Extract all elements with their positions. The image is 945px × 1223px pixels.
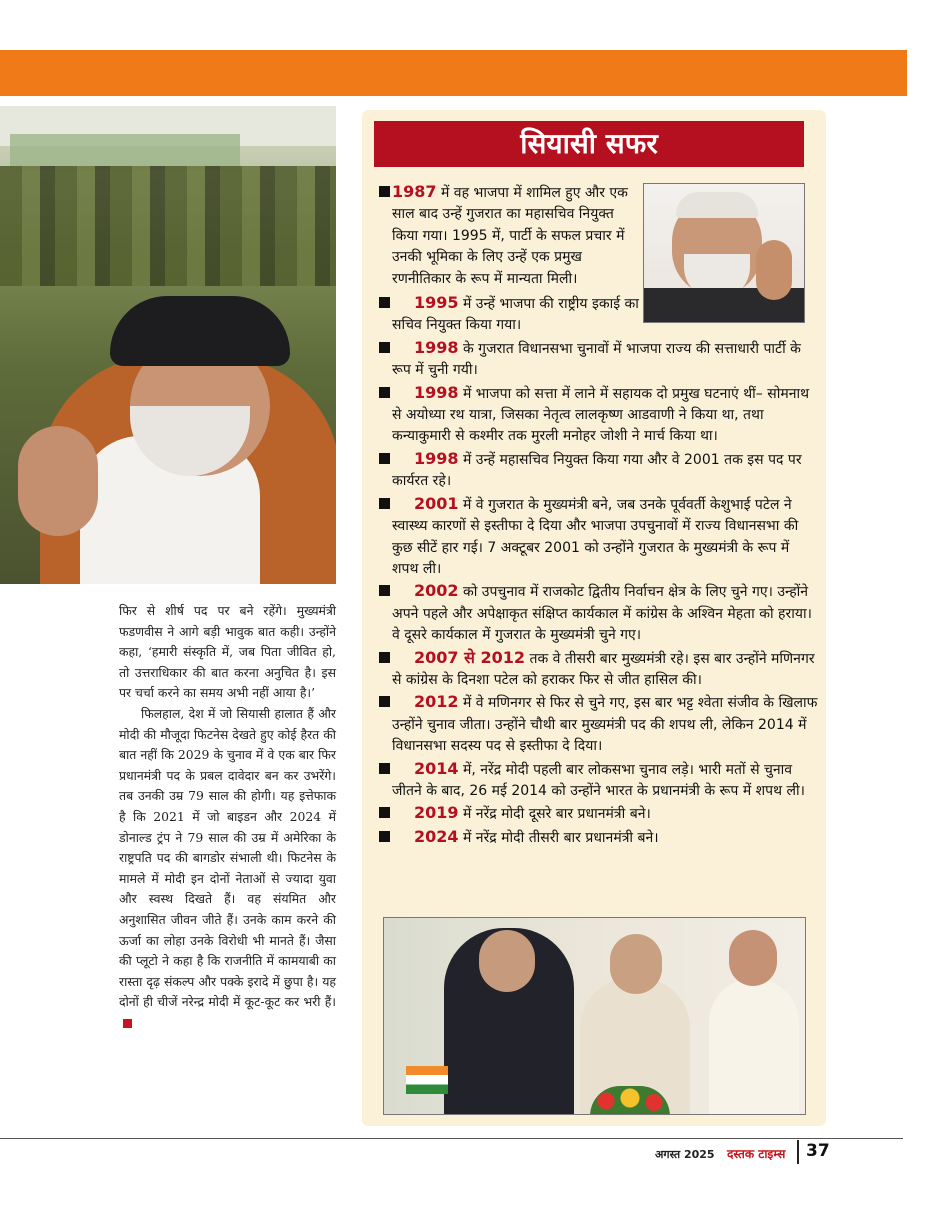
bullet-icon <box>379 585 390 596</box>
footer-divider <box>0 1138 903 1139</box>
bullet-icon <box>379 453 390 464</box>
bullet-icon <box>379 498 390 509</box>
timeline-entry: 2019 में नरेंद्र मोदी दूसरे बार प्रधानमंत्री बने। <box>379 802 819 825</box>
article-para-1: फिर से शीर्ष पद पर बने रहेंगे। मुख्यमंत्री फडणवीस ने आगे बड़ी भावुक बात कही। उन्होंने कहा, ‘हमारी संस्कृति में, जब पिता जीवित हो, तो उत्तराधिकार की बात करना अनुचित है। इस पर चर्चा करने का समय अभी नहीं आया है।’ <box>119 603 336 701</box>
timeline-entry: 2014 में, नरेंद्र मोदी पहली बार लोकसभा चुनाव लड़े। भारी मतों से चुनाव जीतने के बाद, 26 मई 2014 को उन्होंने भारत के प्रधानमंत्री के रूप में शपथ ली। <box>379 758 819 803</box>
footer-brand-logo: दस्तक टाइम्स <box>727 1147 786 1161</box>
bullet-icon <box>379 696 390 707</box>
timeline-entry: 2001 में वे गुजरात के मुख्यमंत्री बने, जब उनके पूर्ववर्ती केशुभाई पटेल ने स्वास्थ्य कारणों से इस्तीफा दे दिया और भाजपा उपचुनावों में राज्य विधानसभा की कुछ सीटें हार गई। 7 अक्टूबर 2001 को उन्होंने गुजरात के मुख्यमंत्री के रूप में शपथ ली। <box>379 493 819 581</box>
timeline-box <box>362 110 826 1126</box>
oath-ceremony-photo <box>383 917 806 1115</box>
footer-separator <box>797 1140 799 1164</box>
timeline-entry: 1998 में उन्हें महासचिव नियुक्त किया गया और वे 2001 तक इस पद पर कार्यरत रहे। <box>379 448 819 493</box>
bullet-icon <box>379 297 390 308</box>
bullet-icon <box>379 342 390 353</box>
timeline-entry: 1998 में भाजपा को सत्ता में लाने में सहायक दो प्रमुख घटनाएं थीं– सोमनाथ से अयोध्या रथ यात्रा, जिसका नेतृत्व लालकृष्ण आडवाणी ने किया था, तथा कन्याकुमारी से कश्मीर तक मुरली मनोहर जोशी ने मार्च किया था। <box>379 382 819 448</box>
article-column <box>119 601 336 1033</box>
timeline-entry: 1998 के गुजरात विधानसभा चुनावों में भाजपा राज्य की सत्ताधारी पार्टी के रूप में चुनी गयी। <box>379 337 819 382</box>
bullet-icon <box>379 807 390 818</box>
timeline-list <box>379 181 819 849</box>
end-mark-icon <box>123 1019 132 1028</box>
timeline-entry: 2007 से 2012 तक वे तीसरी बार मुख्यमंत्री रहे। इस बार उन्होंने मणिनगर से कांग्रेस के दिनशा पटेल को हराकर फिर से जीत हासिल की। <box>379 647 819 692</box>
bullet-icon <box>379 387 390 398</box>
cap-icon <box>110 296 290 366</box>
modi-photo-left <box>0 106 336 584</box>
bullet-icon <box>379 763 390 774</box>
bullet-icon <box>379 186 390 197</box>
bullet-icon <box>379 652 390 663</box>
bullet-icon <box>379 831 390 842</box>
timeline-entry: 1987 में वह भाजपा में शामिल हुए और एक साल बाद उन्हें गुजरात का महासचिव नियुक्त किया गया। 1995 में, पार्टी के सफल प्रचार में उनकी भूमिका के लिए उन्हें एक प्रमुख रणनीतिकार के रूप में मान्यता मिली। <box>379 181 642 290</box>
header-band <box>0 50 907 96</box>
footer-date: अगस्त 2025 <box>655 1148 715 1161</box>
article-para-2: फिलहाल, देश में जो सियासी हालात हैं और मोदी की मौजूदा फिटनेस देखते हुए कोई हैरत की बात नहीं कि 2029 के चुनाव में वे एक बार फिर प्रधानमंत्री पद के प्रबल दावेदार बन कर उभरेंगे। तब उनकी उम्र 79 साल की होगी। यह इत्तेफाक है कि 2021 में जो बाइडन और 2024 में डोनाल्ड ट्रंप ने 79 साल की उम्र में अमेरिका के राष्ट्रपति पद की बागडोर संभाली थी। फिटनेस के मामले में मोदी इन दोनों नेताओं से ज्यादा युवा और स्वस्थ दिखते हैं। वह संयमित और अनुशासित जीवन जीते हैं। उनके काम करने की ऊर्जा का लोहा उनके विरोधी भी मानते हैं। जैसा की प्लूटो ने कहा है कि राजनीति में कामयाबी का रास्ता दृढ़ संकल्प और पक्के इरादे में छुपा है। यह दोनों ही चीजें नरेन्द्र मोदी में कूट-कूट कर भरी हैं। <box>119 704 336 1034</box>
timeline-entry: 2012 में वे मणिनगर से फिर से चुने गए, इस बार भट्ट श्वेता संजीव के खिलाफ उन्होंने चुनाव जीता। उन्होंने चौथी बार मुख्यमंत्री पद की शपथ ली, लेकिन 2014 में विधानसभा सदस्य पद से इस्तीफा दे दिया। <box>379 691 819 757</box>
timeline-entry: 2002 को उपचुनाव में राजकोट द्वितीय निर्वाचन क्षेत्र के लिए चुने गए। उन्होंने अपने पहले और अपेक्षाकृत संक्षिप्त कार्यकाल में कांग्रेस के अश्विन मेहता को हराया। वे दूसरे कार्यकाल में गुजरात के मुख्यमंत्री चुने गए। <box>379 580 819 646</box>
india-flag-icon <box>406 1066 448 1094</box>
timeline-entry: 2024 में नरेंद्र मोदी तीसरी बार प्रधानमंत्री बने। <box>379 826 819 849</box>
timeline-entry: 1995 में उन्हें भाजपा की राष्ट्रीय इकाई का सचिव नियुक्त किया गया। <box>379 292 642 337</box>
page-number: 37 <box>806 1141 830 1161</box>
box-title: सियासी सफर <box>374 121 804 167</box>
crowd-background <box>0 166 336 286</box>
